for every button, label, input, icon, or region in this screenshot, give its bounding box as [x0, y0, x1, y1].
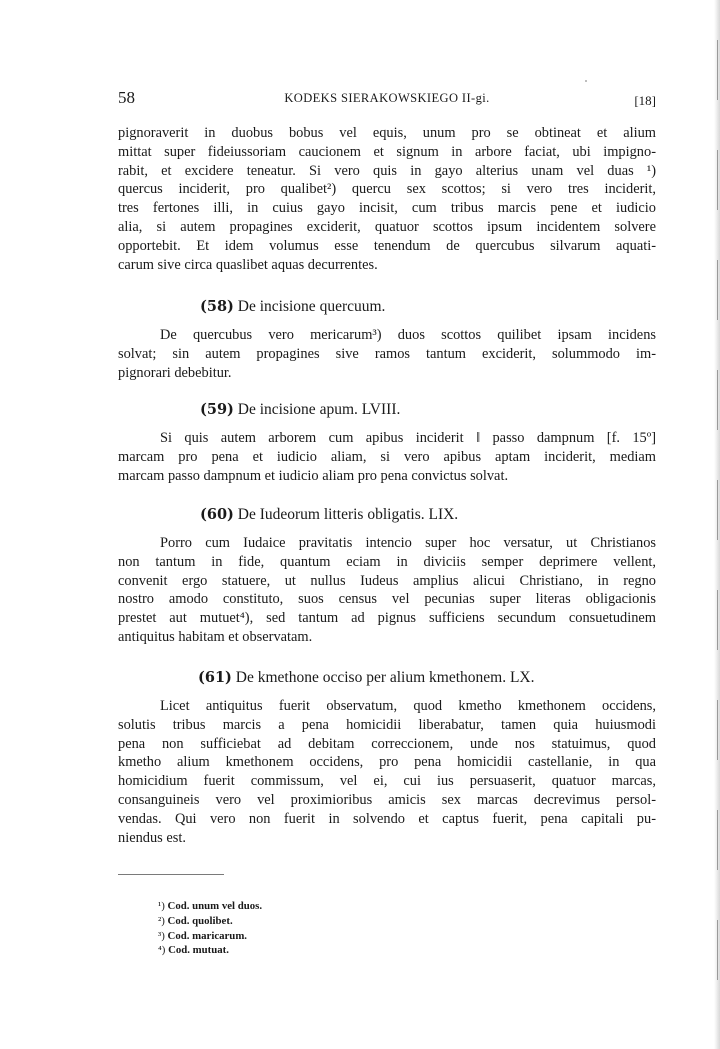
- text-line: nostro amodo constituto, suos census vel pecunias super literas obligacionis: [118, 591, 656, 608]
- section-heading-61: [118, 669, 656, 687]
- text-line: alia, si autem propagines exciderit, quatuor scottos ipsum incidentem solvere: [118, 218, 656, 235]
- section-body-60: [118, 534, 656, 647]
- text-line: De quercubus vero mericarum³) duos scottos quilibet ipsam incidens: [160, 327, 656, 343]
- section-body-61: [118, 697, 656, 847]
- section-number: (60): [200, 506, 234, 523]
- text-line: marcam passo dampnum et iudicio aliam pro pena convictus solvat.: [118, 467, 509, 484]
- side-reference: [18]: [634, 93, 656, 108]
- section-title: De kmethone occiso per alium kmethonem. LX.: [231, 669, 535, 686]
- text-line: solutis tribus marcis a pena homicidii liberabatur, tamen quia huiusmodi: [118, 716, 656, 733]
- text-line: marcam pro pena et iudicio aliam, si vero apibus aptam inciderit, mediam: [118, 448, 656, 465]
- text-line: tres fertones illi, in cuius gayo incisit, cum tribus marcis pene et iudicio: [118, 200, 656, 217]
- text-line: mittat super fideiussoriam caucionem et signum in arbore faciat, ubi impigno-: [118, 143, 656, 160]
- footnote-text: Cod. unum vel duos.: [164, 900, 263, 912]
- section-number: (59): [200, 401, 234, 418]
- footnote-mark: ⁴): [158, 944, 166, 957]
- section-number: (61): [198, 669, 232, 686]
- text-line: opportebit. Et idem volumus esse tenendum de quercubus silvarum aquati-: [118, 237, 656, 254]
- text-line: convenit ergo statuere, ut nullus Iudeus amplius alicui Christiano, in regno: [118, 572, 656, 589]
- text-line: non tantum in fide, quantum eciam in diviciis semper deprimere vellent,: [118, 553, 656, 570]
- section-number: (58): [200, 298, 234, 315]
- text-line: pignoraverit in duobus bobus vel equis, unum pro se obtineat et alium: [118, 125, 656, 141]
- page-number: 58: [118, 88, 135, 107]
- footnote-text: Cod. quolibet.: [164, 914, 233, 927]
- footnote-2: [158, 914, 262, 929]
- section-body-59: [118, 429, 656, 485]
- footnote-1: [158, 899, 262, 914]
- section-heading-58: [118, 298, 656, 316]
- page-header: [118, 88, 656, 111]
- intro-paragraph: [118, 124, 656, 274]
- running-title: KODEKS SIERAKOWSKIEGO II-gi.: [284, 91, 490, 105]
- section-title: De incisione apum. LVIII.: [233, 401, 401, 418]
- footnote-mark: ³): [158, 929, 165, 942]
- section-body-58: [118, 326, 656, 382]
- text-line: Licet antiquitus fuerit observatum, quod kmetho kmethonem occidens,: [160, 698, 656, 714]
- footnote-4: [158, 943, 262, 958]
- scan-speck: [585, 80, 587, 82]
- text-line: quercus inciderit, pro qualibet²) quercu sex scottos; si vero tres inciderit,: [118, 181, 656, 198]
- text-line: pena non sufficiebat ad debitam correccionem, unde nos statuimus, quod: [118, 735, 656, 752]
- footnote-3: [158, 929, 262, 944]
- section-heading-59: [118, 401, 656, 419]
- text-line: pignorari debebitur.: [118, 364, 232, 381]
- text-line: consanguineis vero vel proximioribus amicis sex marcas decrevimus persol-: [118, 791, 656, 808]
- text-line: homicidium fuerit commissum, vel ei, cui ius persuaserit, quatuor marcas,: [118, 773, 656, 790]
- text-line: antiquitus habitam et observatam.: [118, 628, 313, 645]
- text-line: vendas. Qui vero non fuerit in solvendo et captus fuerit, pena capitali pu-: [118, 810, 656, 827]
- footnotes: [158, 899, 262, 958]
- section-title: De Iudeorum litteris obligatis. LIX.: [233, 506, 459, 523]
- footnote-mark: ¹): [158, 900, 165, 912]
- text-line: Si quis autem arborem cum apibus inciderit ‖ passo dampnum [f. 15º]: [160, 430, 656, 446]
- scan-edge: [714, 0, 720, 1049]
- footnote-text: Cod. maricarum.: [164, 929, 248, 942]
- section-heading-60: [118, 506, 656, 524]
- footnote-mark: ²): [158, 914, 165, 927]
- text-line: carum sive circa quaslibet aquas decurrentes.: [118, 256, 378, 273]
- text-line: niendus est.: [118, 829, 186, 846]
- text-line: Porro cum Iudaice pravitatis intencio super hoc versatur, ut Christianos: [160, 535, 656, 551]
- footnote-text: Cod. mutuat.: [165, 944, 229, 957]
- text-line: kmetho alium kmethonem occidens, pro pena homicidii castellanie, in qua: [118, 754, 656, 771]
- section-title: De incisione quercuum.: [233, 298, 386, 315]
- text-line: prestet aut mutuet⁴), sed tantum ad pignus sufficiens secundum consuetudinem: [118, 610, 656, 627]
- text-line: rabit, et excidere teneatur. Si vero quis in gayo alterius unam vel duas ¹): [118, 162, 656, 179]
- text-line: solvat; sin autem propagines sive ramos tantum exciderit, solummodo im-: [118, 345, 656, 362]
- footnote-divider: [118, 874, 224, 875]
